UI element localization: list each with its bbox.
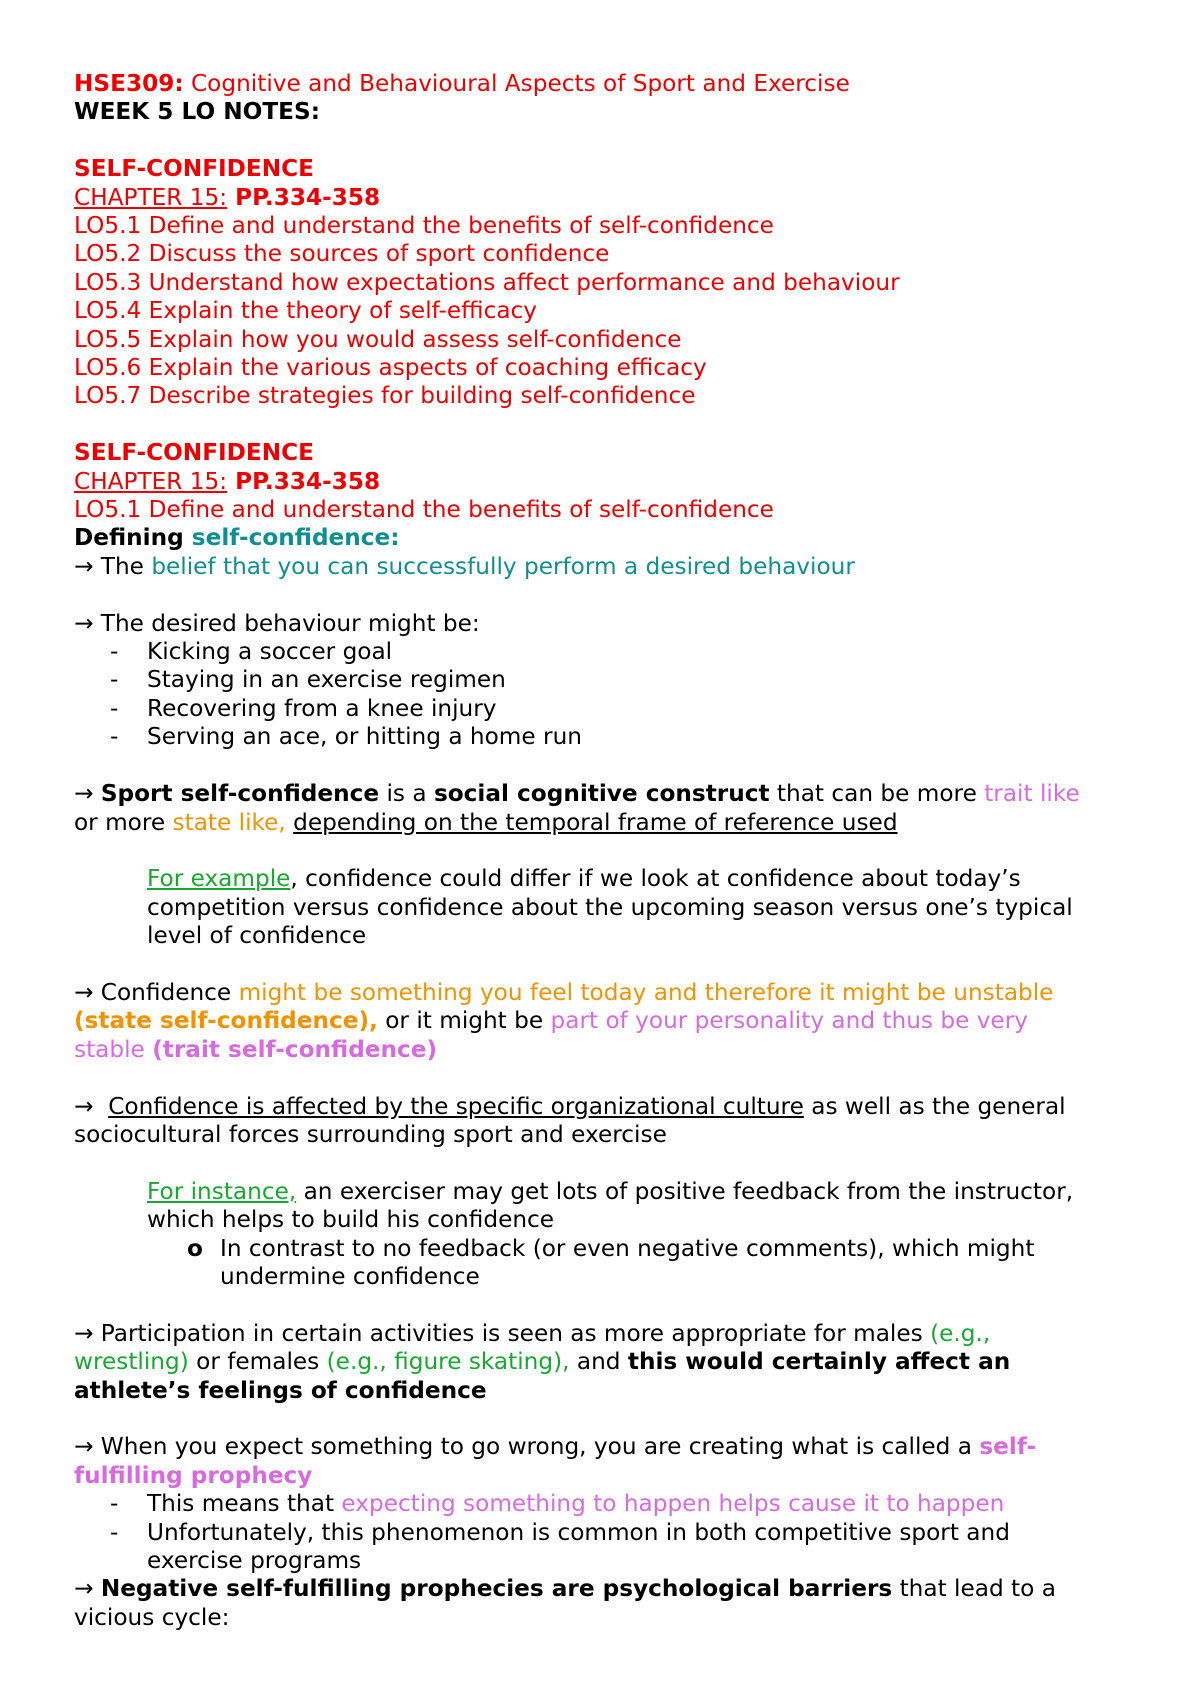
- definition-heading: Defining self-confidence:: [74, 524, 400, 552]
- section-heading: SELF-CONFIDENCE: [74, 439, 315, 467]
- dash-bullet: -: [110, 666, 119, 694]
- learning-objective: LO5.2 Discuss the sources of sport confidence: [74, 240, 610, 268]
- chapter-label: CHAPTER 15:: [74, 467, 228, 495]
- list-item: - This means that expecting something to happen helps cause it to happen: [110, 1490, 1005, 1518]
- list-item: - Recovering from a knee injury: [110, 694, 497, 722]
- chapter-reference: [74, 468, 1144, 496]
- definition-term: self-confidence:: [191, 524, 400, 552]
- example-text: which helps to build his confidence: [147, 1206, 555, 1234]
- dash-bullet: -: [110, 1490, 119, 1518]
- week-label: WEEK 5 LO NOTES:: [74, 98, 320, 126]
- paragraph: → Negative self-fulfilling prophecies are psychological barriers that lead to a: [74, 1575, 1056, 1603]
- list-item-continued: exercise programs: [147, 1546, 362, 1574]
- paragraph: → The desired behaviour might be:: [74, 609, 480, 637]
- arrow-icon: →: [74, 552, 94, 580]
- dash-bullet: -: [110, 1518, 119, 1546]
- arrow-icon: →: [74, 1575, 94, 1603]
- sub-list-item: o In contrast to no feedback (or even negative comments), which might: [187, 1234, 1035, 1262]
- document-page: [74, 70, 1144, 1632]
- list-item: - Unfortunately, this phenomenon is common in both competitive sport and: [110, 1518, 1010, 1546]
- learning-objective: LO5.6 Explain the various aspects of coaching efficacy: [74, 354, 707, 382]
- list-item: - Staying in an exercise regimen: [110, 666, 506, 694]
- list-item: - Serving an ace, or hitting a home run: [110, 723, 582, 751]
- paragraph-continued: stable (trait self-confidence): [74, 1035, 438, 1063]
- chapter-pages: PP.334-358: [227, 183, 381, 211]
- learning-objective: LO5.7 Describe strategies for building self-confidence: [74, 382, 696, 410]
- learning-objective: LO5.3 Understand how expectations affect performance and behaviour: [74, 268, 900, 296]
- learning-objective: LO5.1 Define and understand the benefits of self-confidence: [74, 496, 774, 524]
- example-text: For example, confidence could differ if we look at confidence about today’s: [147, 865, 1021, 893]
- sub-list-item-continued: undermine confidence: [220, 1262, 480, 1290]
- arrow-icon: →: [74, 1319, 94, 1347]
- dash-bullet: -: [110, 638, 119, 666]
- arrow-icon: →: [74, 1092, 94, 1120]
- arrow-icon: →: [74, 978, 94, 1006]
- circle-bullet-icon: o: [187, 1234, 203, 1262]
- example-text: level of confidence: [147, 922, 367, 950]
- paragraph-continued: wrestling) or females (e.g., figure skating), and this would certainly affect an: [74, 1348, 1011, 1376]
- section-heading: SELF-CONFIDENCE: [74, 155, 315, 183]
- course-code: HSE309:: [74, 70, 184, 97]
- paragraph-continued: (state self-confidence), or it might be part of your personality and thus be very: [74, 1007, 1028, 1035]
- dash-bullet: -: [110, 694, 119, 722]
- arrow-icon: →: [74, 1433, 94, 1461]
- paragraph: → Participation in certain activities is seen as more appropriate for males (e.g.,: [74, 1319, 991, 1347]
- paragraph-continued: or more state like, depending on the temporal frame of reference used: [74, 808, 898, 836]
- paragraph: → Sport self-confidence is a social cognitive construct that can be more trait like: [74, 780, 1080, 808]
- paragraph: → Confidence is affected by the specific organizational culture as well as the general: [74, 1092, 1066, 1120]
- paragraph-continued: athlete’s feelings of confidence: [74, 1376, 487, 1404]
- paragraph: → Confidence might be something you feel today and therefore it might be unstable: [74, 978, 1054, 1006]
- paragraph-continued: fulfilling prophecy: [74, 1461, 313, 1489]
- dash-bullet: -: [110, 723, 119, 751]
- learning-objective: LO5.1 Define and understand the benefits of self-confidence: [74, 212, 774, 240]
- paragraph-continued: sociocultural forces surrounding sport and exercise: [74, 1120, 667, 1148]
- arrow-icon: →: [74, 780, 94, 808]
- course-header: [74, 70, 1144, 98]
- paragraph-continued: vicious cycle:: [74, 1603, 230, 1631]
- chapter-label: CHAPTER 15:: [74, 183, 228, 211]
- learning-objective: LO5.5 Explain how you would assess self-confidence: [74, 325, 682, 353]
- course-title: Cognitive and Behavioural Aspects of Sport and Exercise: [183, 70, 850, 97]
- learning-objective: LO5.4 Explain the theory of self-efficacy: [74, 297, 538, 325]
- definition-text: → The belief that you can successfully perform a desired behaviour: [74, 552, 855, 580]
- paragraph: → When you expect something to go wrong, you are creating what is called a self-: [74, 1433, 1037, 1461]
- arrow-icon: →: [74, 609, 94, 637]
- example-text: competition versus confidence about the upcoming season versus one’s typical: [147, 893, 1073, 921]
- chapter-pages: PP.334-358: [227, 467, 381, 495]
- example-text: For instance, an exerciser may get lots of positive feedback from the instructor,: [147, 1177, 1074, 1205]
- list-item: - Kicking a soccer goal: [110, 638, 393, 666]
- chapter-reference: [74, 184, 1144, 212]
